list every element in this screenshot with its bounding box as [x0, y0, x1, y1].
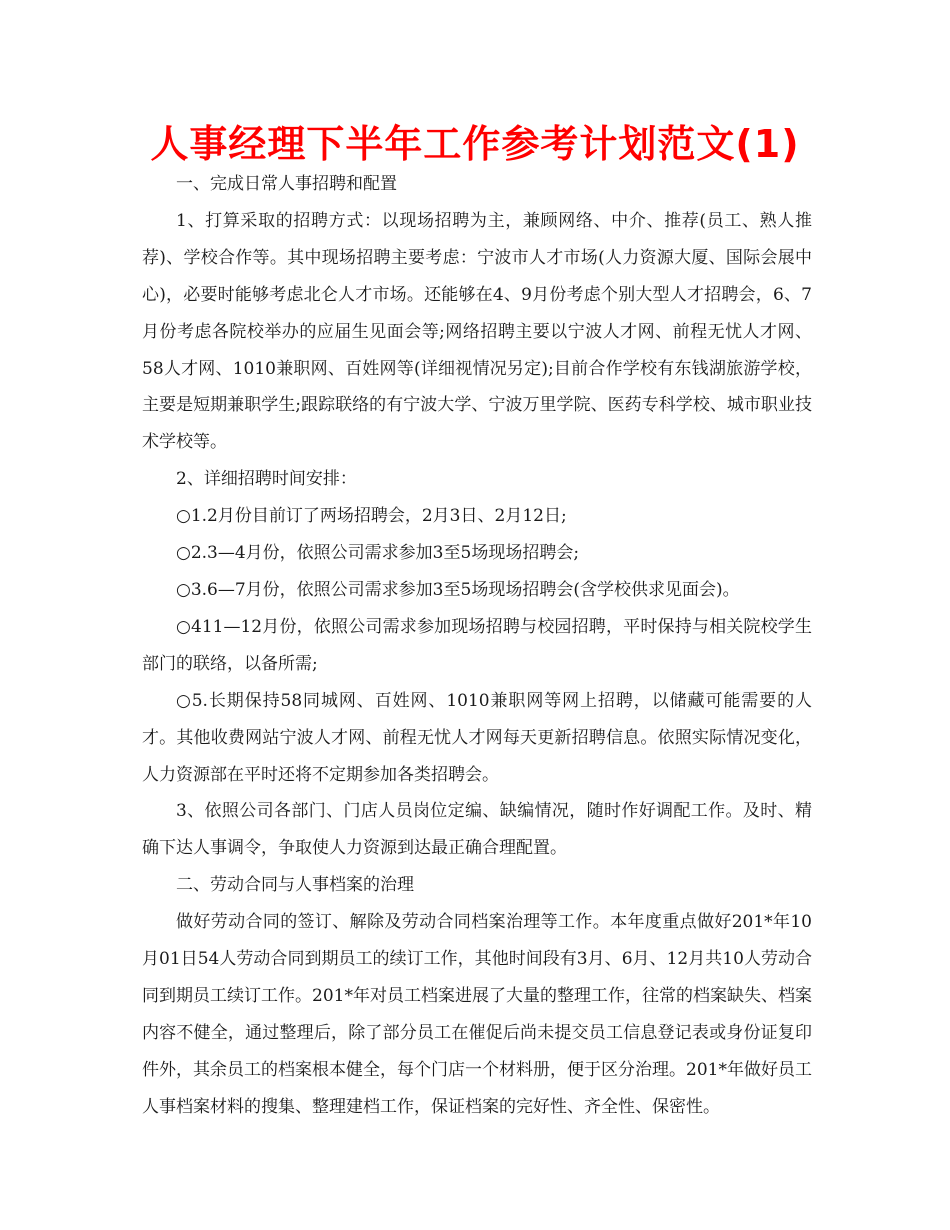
paragraph-schedule-heading: 2、详细招聘时间安排： [176, 469, 357, 490]
schedule-item-3: ○3.6—7月份，依照公司需求参加3至5场现场招聘会(含学校供求见面会)。 [176, 579, 740, 600]
paragraph-staff-allocation: 3、依照公司各部门、门店人员岗位定编、缺编情况，随时作好调配工作。及时、精确下达人事调令，争取使人力资源到达最正确合理配置。 [142, 801, 812, 859]
document-body [142, 166, 812, 1126]
schedule-item-2: ○2.3—4月份，依照公司需求参加3至5场现场招聘会; [176, 543, 580, 564]
schedule-item-5: ○5.长期保持58同城网、百姓网、1010兼职网等网上招聘，以储藏可能需要的人才。其他收费网站宁波人才网、前程无忧人才网每天更新招聘信息。依照实际情况变化，人力资源部在平时还将不定期参加各类招聘会。 [142, 690, 812, 785]
section-heading-2: 二、劳动合同与人事档案的治理 [176, 875, 414, 896]
section-heading-1: 一、完成日常人事招聘和配置 [176, 174, 397, 194]
paragraph-recruitment-methods: 1、打算采取的招聘方式：以现场招聘为主，兼顾网络、中介、推荐(员工、熟人推荐)、学校合作等。其中现场招聘主要考虑：宁波市人才市场(人力资源大厦、国际会展中心)，必要时能够考虑北仑人才市场。还能够在4、9月份考虑个别大型人才招聘会，6、7月份考虑各院校举办的应届生见面会等;网络招聘主要以宁波人才网、前程无忧人才网、58人才网、1010兼职网、百姓网等(详细视情况另定);目前合作学校有东钱湖旅游学校，主要是短期兼职学生;跟踪联络的有宁波大学、宁波万里学院、医药专科学校、城市职业技术学校等。 [142, 210, 812, 453]
schedule-item-4: ○411—12月份，依照公司需求参加现场招聘与校园招聘，平时保持与相关院校学生部门的联络，以备所需; [142, 616, 812, 674]
document-title: 人事经理下半年工作参考计划范文(1) [150, 122, 800, 166]
schedule-item-1: ○1.2月份目前订了两场招聘会，2月3日、2月12日; [176, 506, 567, 527]
paragraph-contracts-archives: 做好劳动合同的签订、解除及劳动合同档案治理等工作。本年度重点做好201*年10月01日54人劳动合同到期员工的续订工作，其他时间段有3月、6月、12月共10人劳动合同到期员工续订工作。201*年对员工档案进展了大量的整理工作，往常的档案缺失、档案内容不健全，通过整理后，除了部分员工在催促后尚未提交员工信息登记表或身份证复印件外，其余员工的档案根本健全，每个门店一个材料册，便于区分治理。201*年做好员工人事档案材料的搜集、整理建档工作，保证档案的完好性、齐全性、保密性。 [142, 912, 812, 1117]
